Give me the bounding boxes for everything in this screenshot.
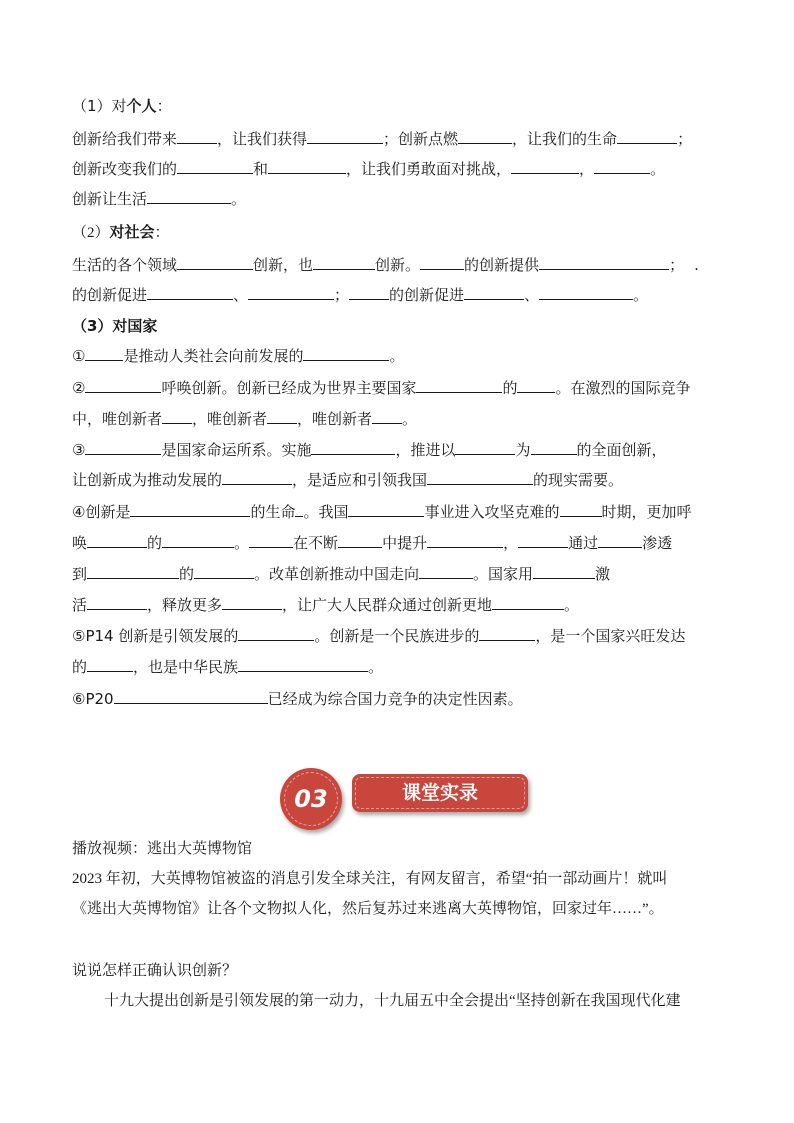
country-item-1 xyxy=(72,345,404,366)
fill-blank[interactable] xyxy=(531,439,577,455)
text-segment: 渗透 xyxy=(642,534,673,552)
country-item-4-line-2 xyxy=(72,532,672,553)
text-segment: ，唯创新者 xyxy=(297,410,373,428)
country-item-5-line-2 xyxy=(72,656,383,677)
fill-blank[interactable] xyxy=(249,532,293,548)
fill-blank[interactable] xyxy=(349,284,389,300)
fill-blank[interactable] xyxy=(177,158,253,174)
fill-blank[interactable] xyxy=(420,254,464,270)
fill-blank[interactable] xyxy=(87,532,147,548)
fill-blank[interactable] xyxy=(492,594,564,610)
fill-blank[interactable] xyxy=(238,656,368,672)
text-segment: 通过 xyxy=(568,534,599,552)
text-segment: 的创新促进 xyxy=(389,286,465,304)
society-line-1 xyxy=(72,254,699,275)
country-item-6 xyxy=(72,688,523,709)
fill-blank[interactable] xyxy=(518,532,568,548)
fill-blank[interactable] xyxy=(177,254,253,270)
fill-blank[interactable] xyxy=(268,158,346,174)
fill-blank[interactable] xyxy=(427,469,533,485)
country-item-4-line-1 xyxy=(72,501,692,522)
text-segment: ，释放更多 xyxy=(147,596,223,614)
fill-blank[interactable] xyxy=(464,284,524,300)
text-segment: 中，唯创新者 xyxy=(72,410,163,428)
heading-bold: 个人 xyxy=(126,97,157,115)
fill-blank[interactable] xyxy=(517,377,555,393)
text-segment: 的现实需要。 xyxy=(533,471,624,489)
text-segment: 的 xyxy=(502,379,518,397)
fill-blank[interactable] xyxy=(85,345,123,361)
text-segment: 创新。 xyxy=(375,256,421,274)
fill-blank[interactable] xyxy=(85,377,161,393)
text-segment: 。在激烈的国际竞争 xyxy=(555,379,691,397)
text-segment: 。 xyxy=(402,410,418,428)
text-segment: ，让我们获得 xyxy=(217,130,308,148)
fill-blank[interactable] xyxy=(594,158,650,174)
fill-blank[interactable] xyxy=(162,532,234,548)
text-segment: 。 xyxy=(650,160,666,178)
fill-blank[interactable] xyxy=(87,563,179,579)
text-segment: 是推动人类社会向前发展的 xyxy=(123,347,304,365)
text-segment: 创新改变我们的 xyxy=(72,160,178,178)
text-segment: ，也是中华民族 xyxy=(133,658,239,676)
country-item-4-line-4 xyxy=(72,594,579,615)
fill-blank[interactable] xyxy=(416,377,502,393)
text-segment: 。改革创新推动中国走向 xyxy=(254,565,420,583)
item-number: ① xyxy=(72,347,86,365)
heading-bold: 对社会 xyxy=(109,223,155,241)
fill-blank[interactable] xyxy=(162,408,192,424)
text-segment: 生活的各个领域 xyxy=(72,256,178,274)
fill-blank[interactable] xyxy=(560,501,602,517)
text-segment: 中提升 xyxy=(382,534,428,552)
text-segment: 事业进入攻坚克难的 xyxy=(424,503,560,521)
text-segment: 。创新是一个民族进步的 xyxy=(314,627,480,645)
text-segment: ，推进以 xyxy=(395,441,456,459)
fill-blank[interactable] xyxy=(458,128,512,144)
fill-blank[interactable] xyxy=(87,594,147,610)
fill-blank[interactable] xyxy=(303,345,389,361)
individual-line-2 xyxy=(72,158,665,179)
text-segment: 。 xyxy=(231,190,247,208)
paragraph-line: 《逃出大英博物馆》让各个文物拟人化，然后复苏过来逃离大英博物馆，回家过年……”。 xyxy=(72,901,664,917)
text-segment: 。我国 xyxy=(303,503,349,521)
text-segment: ； xyxy=(334,286,350,304)
text-segment: ，让我们勇敢面对挑战， xyxy=(346,160,512,178)
text-segment: 活 xyxy=(72,596,88,614)
text-segment: ；创新点燃 xyxy=(383,130,459,148)
text-segment: 的生命 xyxy=(250,503,296,521)
heading-individual xyxy=(72,96,172,116)
text-segment: 。国家用 xyxy=(473,565,534,583)
text-segment: 。 xyxy=(564,596,580,614)
fill-blank[interactable] xyxy=(455,439,515,455)
text-segment: 的 xyxy=(179,565,195,583)
fill-blank[interactable] xyxy=(248,284,334,300)
text-segment: ，唯创新者 xyxy=(192,410,268,428)
heading-number: （2） xyxy=(72,225,110,241)
fill-blank[interactable] xyxy=(85,439,161,455)
text-segment: ，让我们的生命 xyxy=(512,130,618,148)
text-segment: 到 xyxy=(72,565,88,583)
text-segment: 激 xyxy=(595,565,611,583)
fill-blank[interactable] xyxy=(222,594,282,610)
fill-blank[interactable] xyxy=(511,158,579,174)
heading-suffix: ： xyxy=(154,223,170,241)
fill-blank[interactable] xyxy=(313,254,375,270)
item-number: ② xyxy=(72,379,86,397)
country-item-3-line-2 xyxy=(72,469,623,490)
text-segment: ， xyxy=(579,160,595,178)
badge-number: 03 xyxy=(294,785,328,813)
fill-blank[interactable] xyxy=(147,188,231,204)
fill-blank[interactable] xyxy=(533,563,595,579)
society-line-2 xyxy=(72,284,648,305)
fill-blank[interactable] xyxy=(338,532,382,548)
fill-blank[interactable] xyxy=(598,532,642,548)
text-segment: 创新让生活 xyxy=(72,190,148,208)
fill-blank[interactable] xyxy=(348,501,424,517)
text-segment: ⑥P20 xyxy=(72,690,114,708)
text-segment: 、 xyxy=(524,286,540,304)
heading-society xyxy=(72,222,170,243)
fill-blank[interactable] xyxy=(307,128,383,144)
fill-blank[interactable] xyxy=(311,439,395,455)
text-segment: 时期，更加呼 xyxy=(601,503,692,521)
text-segment: 的创新促进 xyxy=(72,286,148,304)
paragraph-line: 十九大提出创新是引领发展的第一动力，十九届五中全会提出“坚持创新在我国现代化建 xyxy=(104,993,681,1009)
text-segment: ； xyxy=(677,130,693,148)
text-segment: ， xyxy=(503,534,519,552)
individual-line-3 xyxy=(72,188,246,209)
question-line: 说说怎样正确认识创新？ xyxy=(72,961,238,979)
video-line: 播放视频：逃出大英博物馆 xyxy=(72,839,253,857)
text-segment: 和 xyxy=(253,160,269,178)
text-segment: ，是适应和引领我国 xyxy=(292,471,428,489)
country-item-2-line-1 xyxy=(72,377,691,398)
paragraph-line: 2023 年初，大英博物馆被盗的消息引发全球关注，有网友留言，希望“拍一部动画片！就叫 xyxy=(72,871,668,887)
section-badge xyxy=(280,762,530,832)
country-item-5-line-1 xyxy=(72,625,685,646)
text-segment: 。 xyxy=(368,658,384,676)
fill-blank[interactable] xyxy=(372,408,402,424)
fill-blank[interactable] xyxy=(238,625,314,641)
text-segment: 唤 xyxy=(72,534,88,552)
text-segment: 、 xyxy=(233,286,249,304)
country-item-3-line-1 xyxy=(72,439,667,460)
text-segment: 已经成为综合国力竞争的决定性因素。 xyxy=(267,690,523,708)
fill-blank[interactable] xyxy=(194,563,254,579)
fill-blank[interactable] xyxy=(617,128,677,144)
fill-blank[interactable] xyxy=(427,532,503,548)
country-item-2-line-2 xyxy=(72,408,417,429)
fill-blank[interactable] xyxy=(147,284,233,300)
fill-blank[interactable] xyxy=(539,284,633,300)
text-segment: 的创新提供 xyxy=(464,256,540,274)
text-segment: ④创新是 xyxy=(72,503,131,521)
text-segment: 。 xyxy=(389,347,405,365)
text-segment: ； xyxy=(669,256,685,274)
text-segment: 在不断 xyxy=(293,534,339,552)
fill-blank[interactable] xyxy=(177,128,217,144)
text-segment: ，让广大人民群众通过创新更地 xyxy=(282,596,493,614)
badge-title: 课堂实录 xyxy=(401,782,478,804)
fill-blank[interactable] xyxy=(419,563,473,579)
text-segment: 。 xyxy=(633,286,649,304)
text-segment: . xyxy=(694,256,699,274)
text-segment: 创新，也 xyxy=(253,256,314,274)
fill-blank[interactable] xyxy=(267,408,297,424)
country-item-4-line-3 xyxy=(72,563,610,584)
text-segment: 是国家命运所系。实施 xyxy=(161,441,312,459)
fill-blank[interactable] xyxy=(130,501,250,517)
text-segment: 为 xyxy=(515,441,531,459)
text-segment: 的 xyxy=(72,658,88,676)
heading-prefix: （1）对 xyxy=(72,97,127,115)
fill-blank[interactable] xyxy=(479,625,535,641)
text-segment: 让创新成为推动发展的 xyxy=(72,471,223,489)
text-segment: ⑤P14 创新是引领发展的 xyxy=(72,627,239,645)
text-segment: 的全面创新， xyxy=(576,441,667,459)
item-number: ③ xyxy=(72,441,86,459)
heading-suffix: ： xyxy=(156,97,172,115)
individual-line-1 xyxy=(72,128,692,149)
text-segment: 的 xyxy=(147,534,163,552)
fill-blank[interactable] xyxy=(539,254,669,270)
text-segment: 呼唤创新。创新已经成为世界主要国家 xyxy=(161,379,417,397)
text-segment: 创新给我们带来 xyxy=(72,130,178,148)
fill-blank[interactable] xyxy=(87,656,133,672)
fill-blank[interactable] xyxy=(222,469,292,485)
text-segment: 。 xyxy=(234,534,250,552)
fill-blank[interactable] xyxy=(114,688,268,704)
text-segment: ，是一个国家兴旺发达 xyxy=(535,627,686,645)
heading-country: （3）对国家 xyxy=(72,317,158,335)
